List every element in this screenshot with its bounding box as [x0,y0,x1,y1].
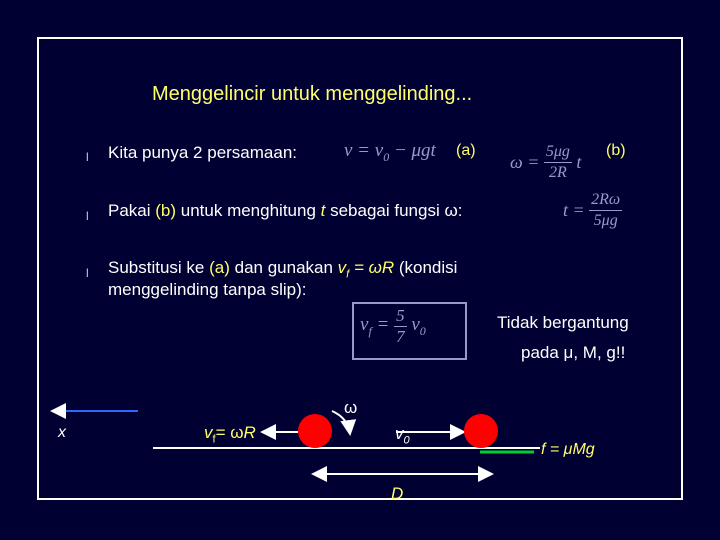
distance-label: D [391,484,404,503]
slide-title: Menggelincir untuk menggelinding... [152,83,473,105]
boxed-equation: $v_f$ = $\frac{5}{7}$ $v_0$ [360,306,426,346]
ball-start [298,414,332,448]
x-label: x [58,424,66,441]
equation-a-label: (a) [456,142,476,159]
bullet-3-line2: menggelinding tanpa slip): [108,280,307,299]
equation-b-label: (b) [606,142,626,159]
vf-label: $v_f= \omega R$ [204,423,256,446]
bullet-marker: l [86,209,89,223]
bullet-3-text: Substitusi ke (a) dan gunakan $v_f = \omega R$ (kondisi [108,258,458,281]
v0-label: $v_0$ [395,424,410,447]
note-line2: pada μ, M, g!! [521,343,626,362]
equation-t: t = $\frac{2R\omega}{5\mu g}$ [563,191,621,229]
bullet-marker: l [86,266,89,280]
omega-label: ω [344,398,358,417]
ball-end [464,414,498,448]
equation-b: ω = $\frac{5\mu g}{2R}$ t [510,143,582,181]
equation-a: $v = v_0 - \mu gt$ [344,140,436,164]
note-line1: Tidak bergantung [497,313,629,332]
bullet-marker: l [86,150,89,164]
friction-label: f = μMg [541,441,595,458]
bullet-2-text: Pakai (b) untuk menghitung t sebagai fungsi ω: [108,201,463,220]
bullet-1-text: Kita punya 2 persamaan: [108,143,298,162]
